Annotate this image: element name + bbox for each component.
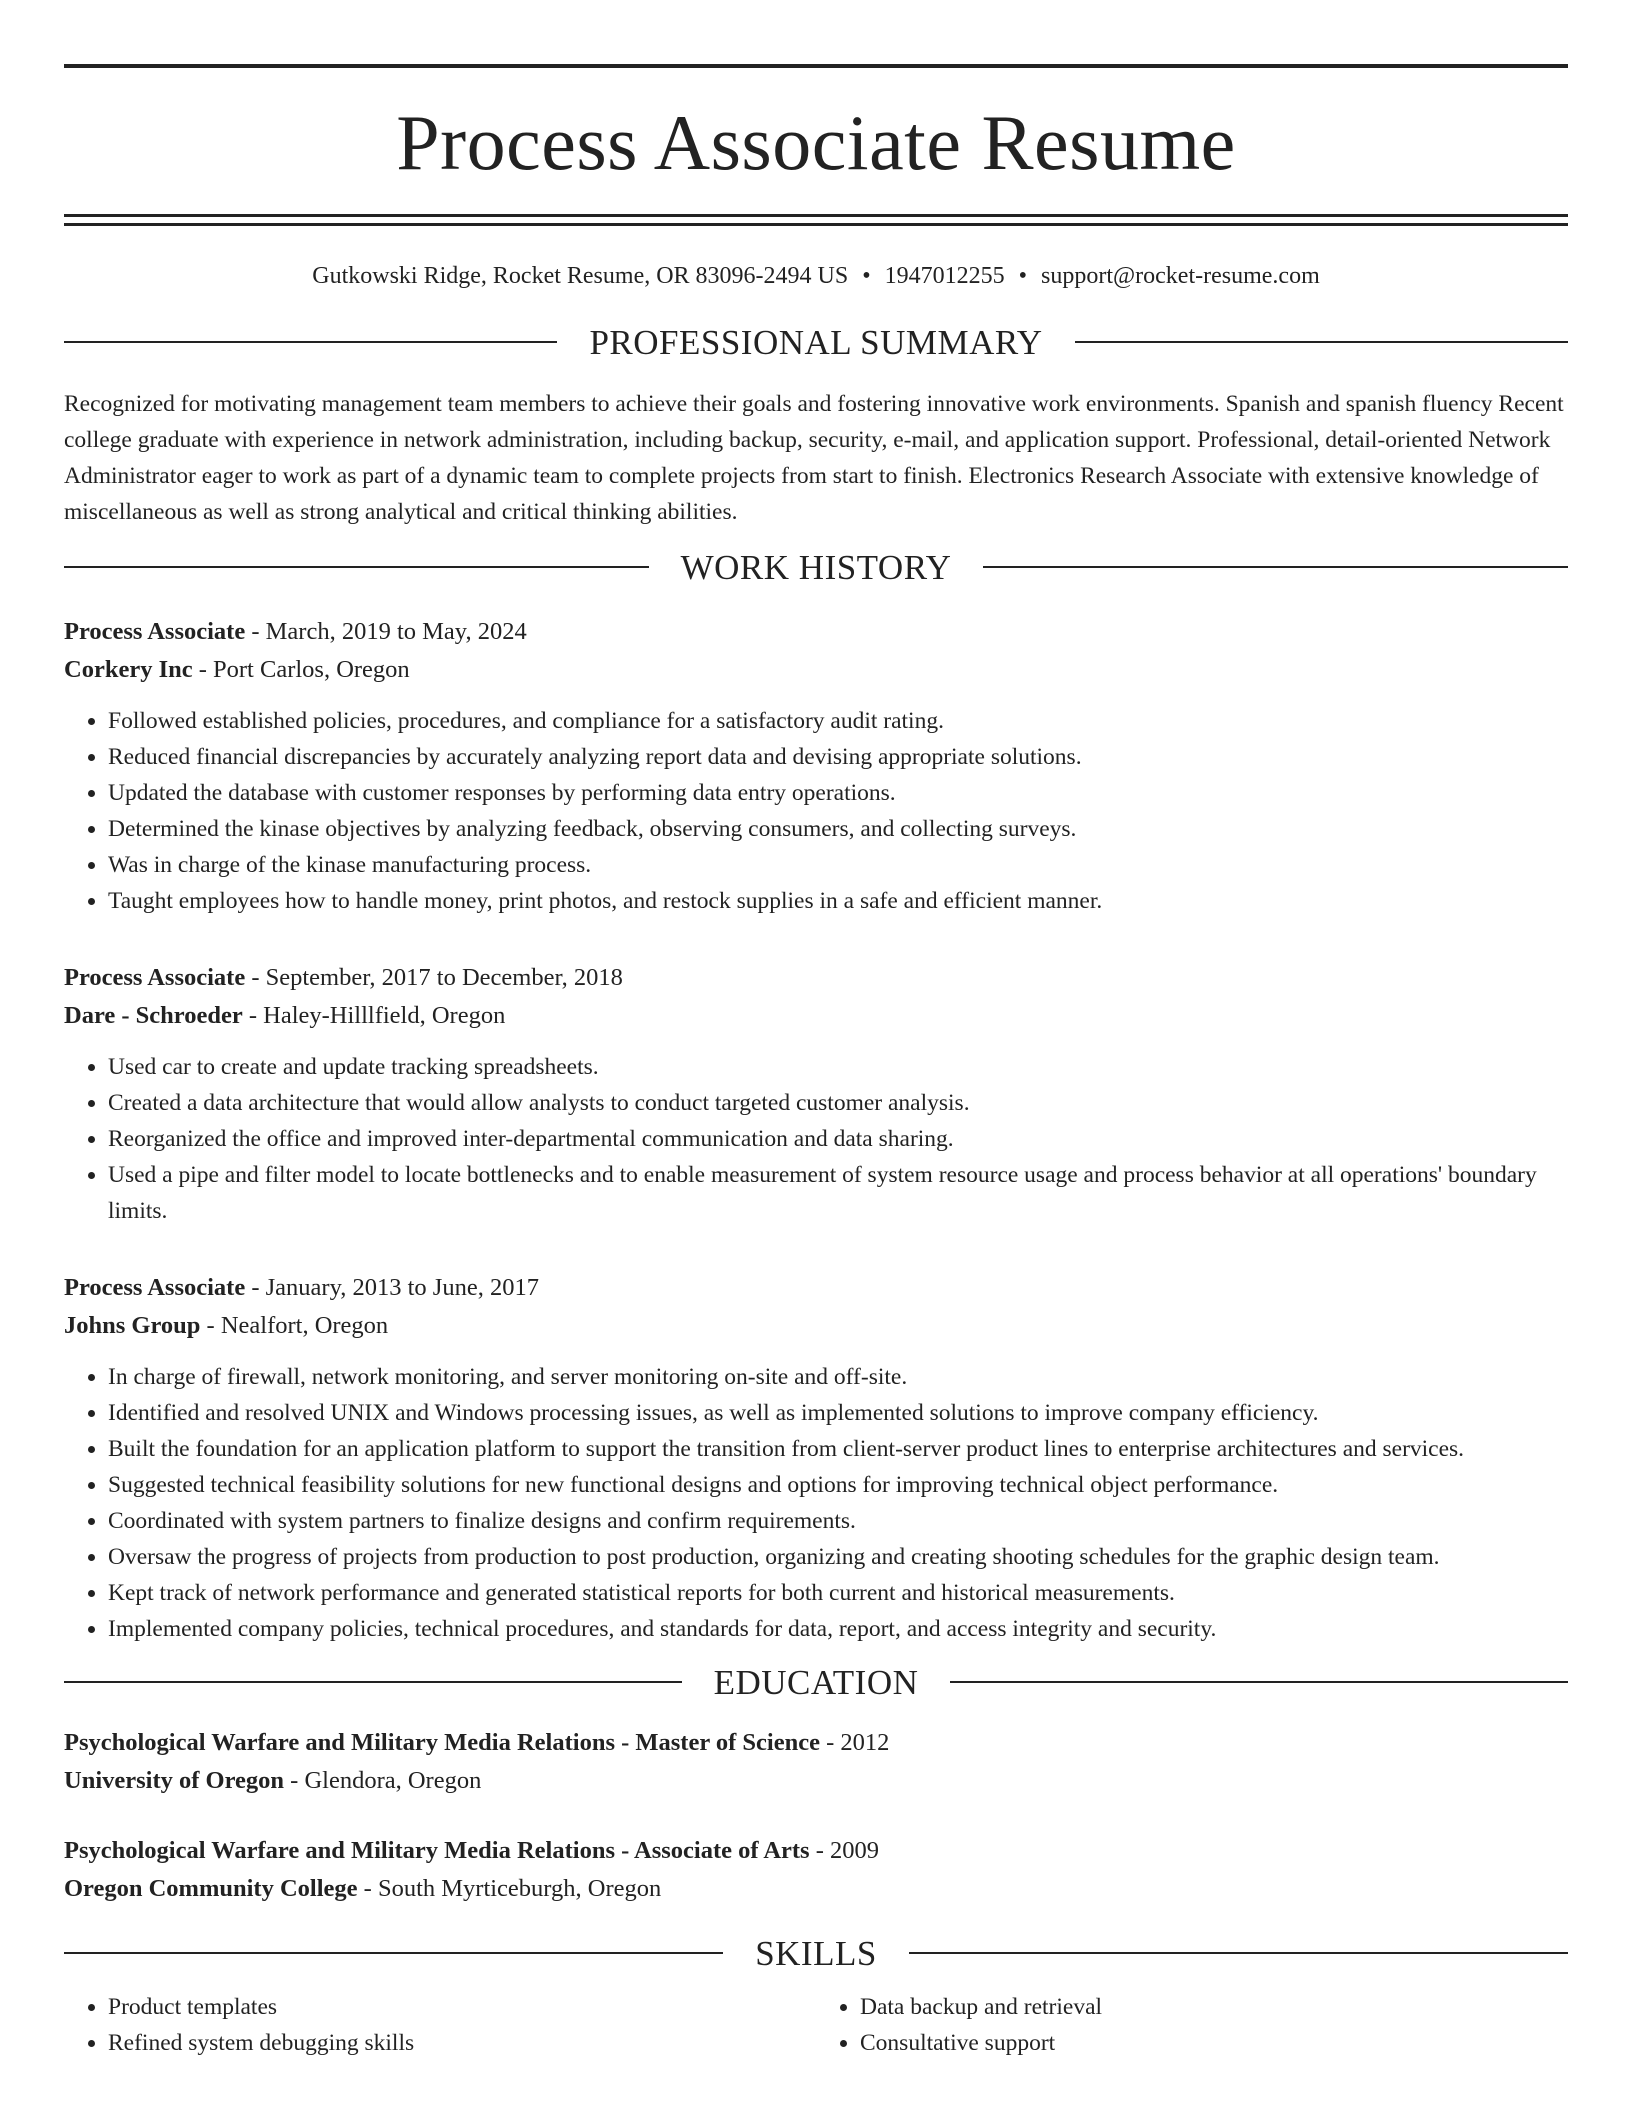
- list-item: • Taught employees how to handle money, print photos, and restock supplies in a safe and efficient manner.: [108, 883, 1568, 919]
- job-bullets: [64, 1049, 1568, 1229]
- job-company: Corkery Inc: [64, 655, 193, 683]
- job-entry: [64, 959, 1568, 1229]
- contact-line: [64, 262, 1568, 291]
- contact-phone: 1947012255: [884, 263, 1005, 289]
- contact-separator: •: [1018, 263, 1028, 289]
- job-bullets: [64, 703, 1568, 919]
- list-item: • Reduced financial discrepancies by accurately analyzing report data and devising appropriate solutions.: [108, 739, 1568, 775]
- list-item: • Oversaw the progress of projects from production to post production, organizing and creating shooting schedules for the graphic design team.: [108, 1539, 1568, 1575]
- job-company-line: [64, 651, 1568, 689]
- contact-address: Gutkowski Ridge, Rocket Resume, OR 83096-2494 US: [312, 263, 849, 289]
- section-heading-work-history: [64, 547, 1568, 587]
- section-title: WORK HISTORY: [680, 547, 952, 587]
- job-title: Process Associate: [64, 1273, 246, 1301]
- degree-year: - 2012: [819, 1728, 890, 1756]
- section-title: PROFESSIONAL SUMMARY: [589, 322, 1043, 362]
- job-company-line: [64, 1307, 1568, 1345]
- list-item: • Used car to create and update tracking spreadsheets.: [108, 1049, 1568, 1085]
- list-item: • In charge of firewall, network monitoring, and server monitoring on-site and off-site.: [108, 1359, 1568, 1395]
- degree-line: [64, 1724, 1568, 1762]
- list-item: • Suggested technical feasibility solutions for new functional designs and options for improving technical object performance.: [108, 1467, 1568, 1503]
- section-heading-education: [64, 1662, 1568, 1702]
- list-item: • Kept track of network performance and generated statistical reports for both current and historical measurements.: [108, 1575, 1568, 1611]
- section-title: EDUCATION: [713, 1662, 919, 1702]
- skill-item: • Product templates: [108, 1989, 816, 2025]
- school-line: [64, 1870, 1568, 1908]
- job-dates: - September, 2017 to December, 2018: [245, 963, 623, 991]
- spacer: [64, 1908, 1568, 1936]
- list-item: • Used a pipe and filter model to locate bottlenecks and to enable measurement of system resource usage and process behavior at all operations' boundary limits.: [108, 1157, 1568, 1229]
- list-item: • Identified and resolved UNIX and Windows processing issues, as well as implemented solutions to improve company efficiency.: [108, 1395, 1568, 1431]
- heading-rule: [64, 1952, 723, 1954]
- heading-rule: [64, 1681, 682, 1683]
- skills-columns: [64, 1981, 1568, 2061]
- education-entry: [64, 1724, 1568, 1800]
- contact-separator: •: [862, 263, 871, 289]
- list-item: • Was in charge of the kinase manufacturing process.: [108, 847, 1568, 883]
- heading-rule: [1075, 341, 1568, 343]
- skill-item: • Data backup and retrieval: [860, 1989, 1568, 2025]
- job-title-line: [64, 959, 1568, 997]
- degree: Psychological Warfare and Military Media Relations - Master of Science: [64, 1728, 820, 1756]
- list-item: • Implemented company policies, technical procedures, and standards for data, report, and access integrity and security.: [108, 1611, 1568, 1647]
- skills-list-left: [64, 1989, 816, 2061]
- list-item: • Built the foundation for an application platform to support the transition from client-server product lines to enterprise architectures and services.: [108, 1431, 1568, 1467]
- degree: Psychological Warfare and Military Media Relations - Associate of Arts: [64, 1836, 810, 1864]
- contact-email: support@rocket-resume.com: [1041, 263, 1320, 289]
- list-item: • Reorganized the office and improved inter-departmental communication and data sharing.: [108, 1121, 1568, 1157]
- job-company: Dare - Schroeder: [64, 1001, 243, 1029]
- job-location: - Haley-Hilllfield, Oregon: [242, 1001, 506, 1029]
- heading-rule: [64, 341, 557, 343]
- list-item: • Followed established policies, procedures, and compliance for a satisfactory audit rating.: [108, 703, 1568, 739]
- top-rule: [64, 64, 1568, 68]
- heading-rule: [950, 1681, 1568, 1683]
- list-item: • Updated the database with customer responses by performing data entry operations.: [108, 775, 1568, 811]
- list-item: • Coordinated with system partners to finalize designs and confirm requirements.: [108, 1503, 1568, 1539]
- heading-rule: [64, 566, 649, 568]
- skill-item: • Consultative support: [860, 2025, 1568, 2061]
- heading-rule: [909, 1952, 1568, 1954]
- job-entry: [64, 1269, 1568, 1647]
- education-entry: [64, 1832, 1568, 1908]
- job-title-line: [64, 1269, 1568, 1307]
- job-bullets: [64, 1359, 1568, 1647]
- job-title: Process Associate: [64, 963, 246, 991]
- degree-year: - 2009: [809, 1836, 879, 1864]
- job-company: Johns Group: [64, 1311, 201, 1339]
- title-double-rule: [64, 214, 1568, 226]
- list-item: • Created a data architecture that would allow analysts to conduct targeted customer analysis.: [108, 1085, 1568, 1121]
- job-dates: - January, 2013 to June, 2017: [245, 1273, 539, 1301]
- job-title: Process Associate: [64, 617, 246, 645]
- section-heading-skills: [64, 1933, 1568, 1973]
- skill-item: • Refined system debugging skills: [108, 2025, 816, 2061]
- job-title-line: [64, 613, 1568, 651]
- list-item: • Determined the kinase objectives by analyzing feedback, observing consumers, and collecting surveys.: [108, 811, 1568, 847]
- skills-list-right: [816, 1989, 1568, 2061]
- job-entry: [64, 613, 1568, 919]
- section-title: SKILLS: [755, 1933, 877, 1973]
- heading-rule: [983, 566, 1568, 568]
- resume-title: Process Associate Resume: [396, 99, 1236, 186]
- school-location: - Glendora, Oregon: [284, 1766, 482, 1794]
- school: Oregon Community College: [64, 1874, 358, 1902]
- school-location: - South Myrticeburgh, Oregon: [357, 1874, 662, 1902]
- job-company-line: [64, 997, 1568, 1035]
- degree-line: [64, 1832, 1568, 1870]
- school: University of Oregon: [64, 1766, 285, 1794]
- summary-paragraph: Recognized for motivating management team members to achieve their goals and fostering innovative work environments. Spanish and spanish fluency Recent college graduate with experience in network administration, including backup, security, e-mail, and application support. Professional, detail-oriented Network Administrator eager to work as part of a dynamic team to complete projects from start to finish. Electronics Research Associate with extensive knowledge of miscellaneous as well as strong analytical and critical thinking abilities.: [64, 390, 1564, 525]
- section-heading-summary: [64, 322, 1568, 362]
- job-dates: - March, 2019 to May, 2024: [245, 617, 527, 645]
- job-location: - Port Carlos, Oregon: [192, 655, 410, 683]
- school-line: [64, 1762, 1568, 1800]
- job-location: - Nealfort, Oregon: [200, 1311, 389, 1339]
